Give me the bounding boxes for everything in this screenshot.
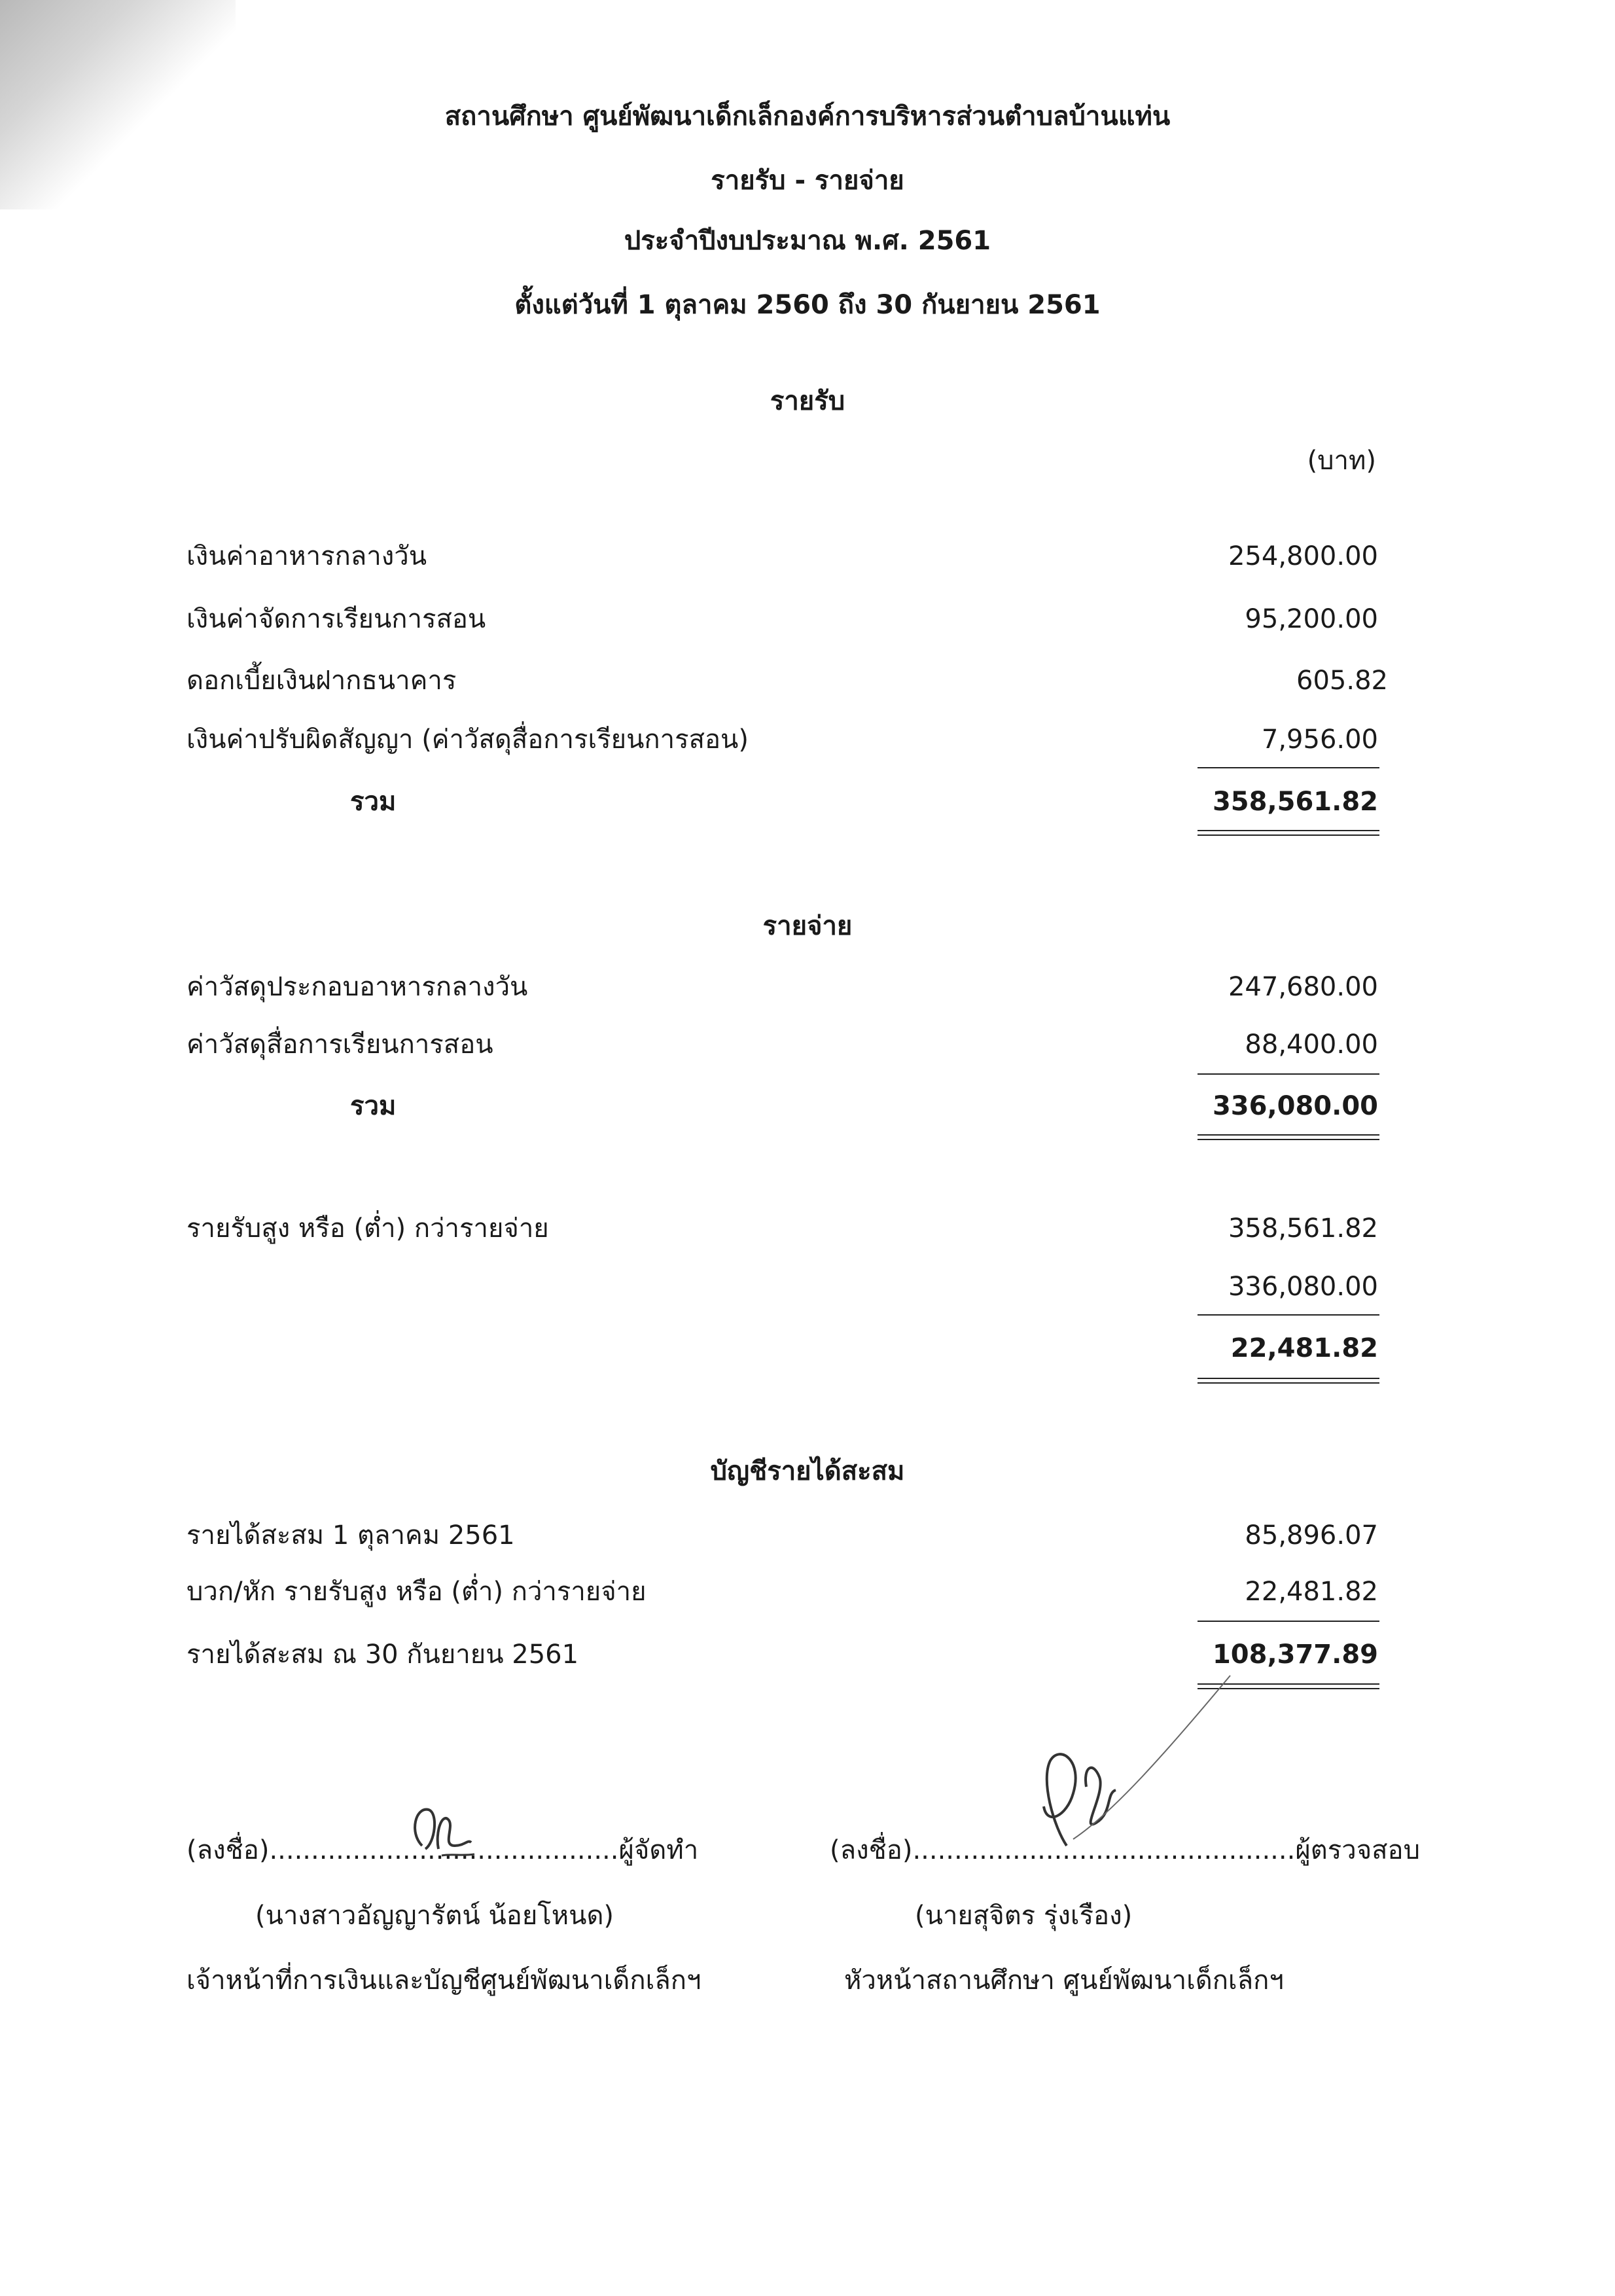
- surplus-label: รายรับสูง หรือ (ต่ำ) กว่ารายจ่าย: [186, 1213, 549, 1244]
- total-double-rule: [1198, 1378, 1379, 1384]
- total-double-rule: [1198, 830, 1379, 836]
- surplus-net: 22,481.82: [1230, 1333, 1378, 1363]
- accumulated-total: 108,377.89: [1212, 1640, 1378, 1670]
- income-item-label: ดอกเบี้ยเงินฝากธนาคาร: [186, 666, 457, 696]
- expense-total-label: รวม: [350, 1091, 397, 1121]
- reviewer-position: หัวหน้าสถานศึกษา ศูนย์พัฒนาเด็กเล็กฯ: [844, 1965, 1284, 1996]
- income-item-amount: 254,800.00: [1228, 541, 1378, 571]
- report-title: รายรับ - รายจ่าย: [711, 166, 904, 196]
- reviewer-signature: [1008, 1662, 1243, 1878]
- expense-title: รายจ่าย: [762, 911, 853, 941]
- institution-title: สถานศึกษา ศูนย์พัฒนาเด็กเล็กองค์การบริหารส่วนตำบลบ้านแท่น: [444, 101, 1171, 132]
- subtotal-rule: [1198, 767, 1379, 768]
- preparer-name: (นางสาวอัญญารัตน์ น้อยโหนด): [255, 1901, 614, 1931]
- accumulated-item-amount: 85,896.07: [1245, 1520, 1378, 1551]
- sign-prefix: (ลงชื่อ): [830, 1835, 913, 1865]
- currency-unit: (บาท): [1307, 446, 1376, 476]
- income-item-label: เงินค่าอาหารกลางวัน: [186, 541, 427, 571]
- sign-role: ผู้ตรวจสอบ: [1295, 1835, 1420, 1865]
- accumulated-total-label: รายได้สะสม ณ 30 กันยายน 2561: [186, 1640, 579, 1670]
- subtotal-rule: [1198, 1314, 1379, 1316]
- expense-item-amount: 88,400.00: [1245, 1030, 1378, 1060]
- income-item-label: เงินค่าจัดการเรียนการสอน: [186, 604, 486, 634]
- preparer-signature: [402, 1793, 481, 1872]
- period: ตั้งแต่วันที่ 1 ตุลาคม 2560 ถึง 30 กันยายน 2561: [514, 290, 1101, 320]
- income-item-amount: 605.82: [1296, 666, 1388, 696]
- preparer-position: เจ้าหน้าที่การเงินและบัญชีศูนย์พัฒนาเด็กเล็กฯ: [186, 1965, 701, 1996]
- fiscal-year: ประจำปีงบประมาณ พ.ศ. 2561: [624, 226, 991, 256]
- sign-role: ผู้จัดทำ: [618, 1835, 699, 1865]
- accumulated-item-amount: 22,481.82: [1245, 1577, 1378, 1607]
- sign-prefix: (ลงชื่อ): [186, 1835, 270, 1865]
- income-total: 358,561.82: [1212, 787, 1378, 817]
- sign-dots: ..............................................: [912, 1835, 1296, 1865]
- expense-total: 336,080.00: [1212, 1091, 1378, 1121]
- surplus-income: 358,561.82: [1228, 1213, 1378, 1244]
- sign-dots: ..........................................: [269, 1835, 619, 1865]
- expense-item-amount: 247,680.00: [1228, 972, 1378, 1002]
- subtotal-rule: [1198, 1621, 1379, 1622]
- income-total-label: รวม: [350, 787, 397, 817]
- accumulated-title: บัญชีรายได้สะสม: [710, 1456, 905, 1486]
- total-double-rule: [1198, 1134, 1379, 1140]
- expense-item-label: ค่าวัสดุประกอบอาหารกลางวัน: [186, 972, 528, 1002]
- income-item-amount: 7,956.00: [1261, 725, 1378, 755]
- subtotal-rule: [1198, 1073, 1379, 1075]
- income-item-amount: 95,200.00: [1245, 604, 1378, 634]
- expense-item-label: ค่าวัสดุสื่อการเรียนการสอน: [186, 1030, 493, 1060]
- income-item-label: เงินค่าปรับผิดสัญญา (ค่าวัสดุสื่อการเรียนการสอน): [186, 725, 749, 755]
- income-title: รายรับ: [770, 386, 845, 416]
- accumulated-item-label: รายได้สะสม 1 ตุลาคม 2561: [186, 1520, 515, 1551]
- surplus-expense: 336,080.00: [1228, 1272, 1378, 1302]
- accumulated-item-label: บวก/หัก รายรับสูง หรือ (ต่ำ) กว่ารายจ่าย: [186, 1577, 647, 1607]
- reviewer-name: (นายสุจิตร รุ่งเรือง): [915, 1901, 1133, 1931]
